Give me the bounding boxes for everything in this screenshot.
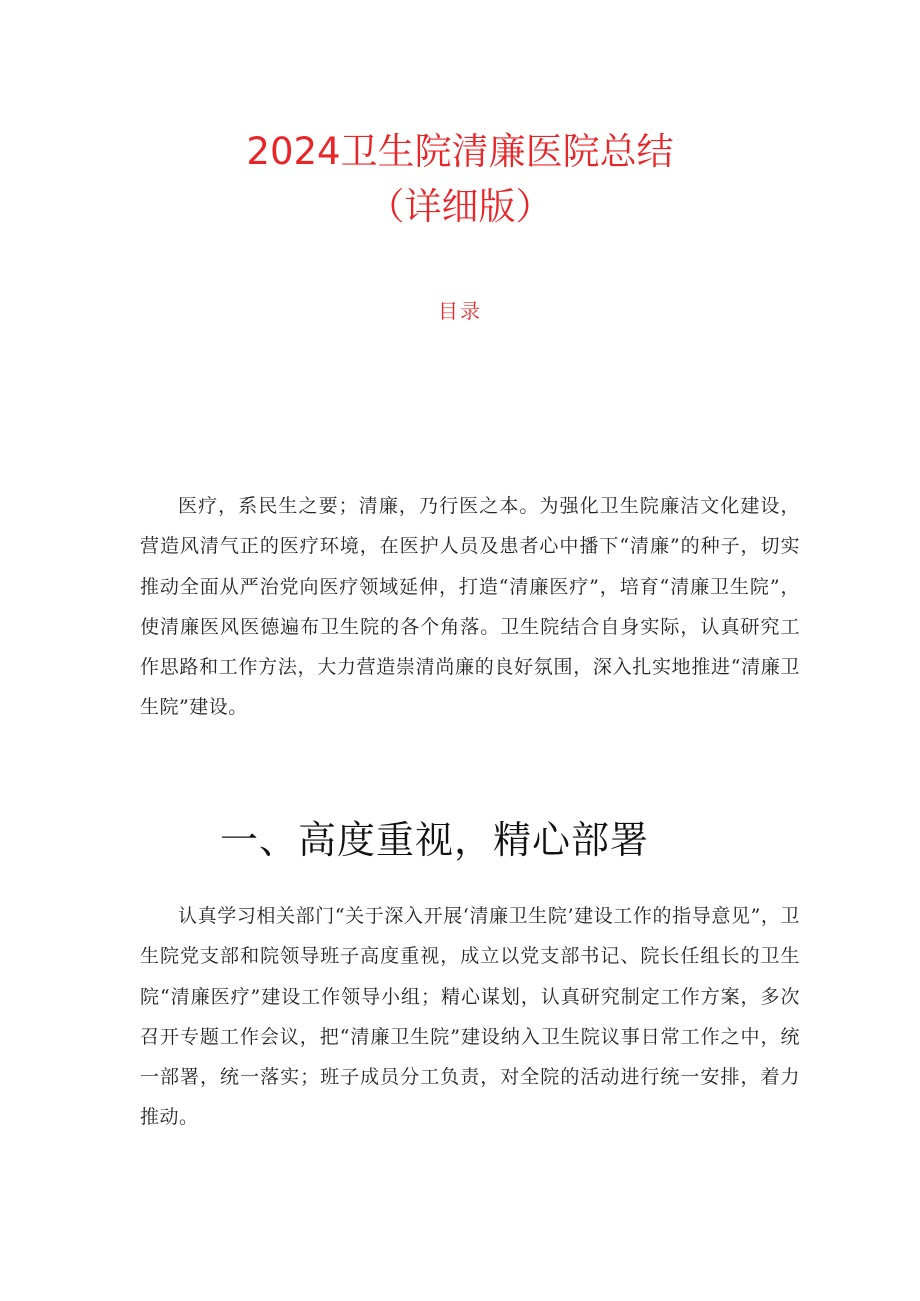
section-heading: 一、高度重视，精心部署 (220, 818, 650, 862)
toc-label: 目录 (438, 299, 482, 323)
document-subtitle: （详细版） (367, 185, 553, 228)
intro-paragraph: 医疗，系民生之要；清廉，乃行医之本。为强化卫生院廉洁文化建设，营造风清气正的医疗环境，在医护人员及患者心中播下“清廉”的种子，切实推动全面从严治党向医疗领域延伸，打造“清廉医疗”，培育“清廉卫生院”，使清廉医风医德遍布卫生院的各个角落。卫生院结合自身实际，认真研究工作思路和工作方法，大力营造崇清尚廉的良好氛围，深入扎实地推进“清廉卫生院”建设。 (140, 495, 800, 719)
section-paragraph: 认真学习相关部门“关于深入开展‘清廉卫生院’建设工作的指导意见”，卫生院党支部和院领导班子高度重视，成立以党支部书记、院长任组长的卫生院“清廉医疗”建设工作领导小组；精心谋划，认真研究制定工作方案，多次召开专题工作会议，把“清廉卫生院”建设纳入卫生院议事日常工作之中，统一部署，统一落实；班子成员分工负责，对全院的活动进行统一安排，着力推动。 (140, 905, 800, 1129)
document-title: 2024卫生院清廉医院总结 (246, 130, 674, 173)
